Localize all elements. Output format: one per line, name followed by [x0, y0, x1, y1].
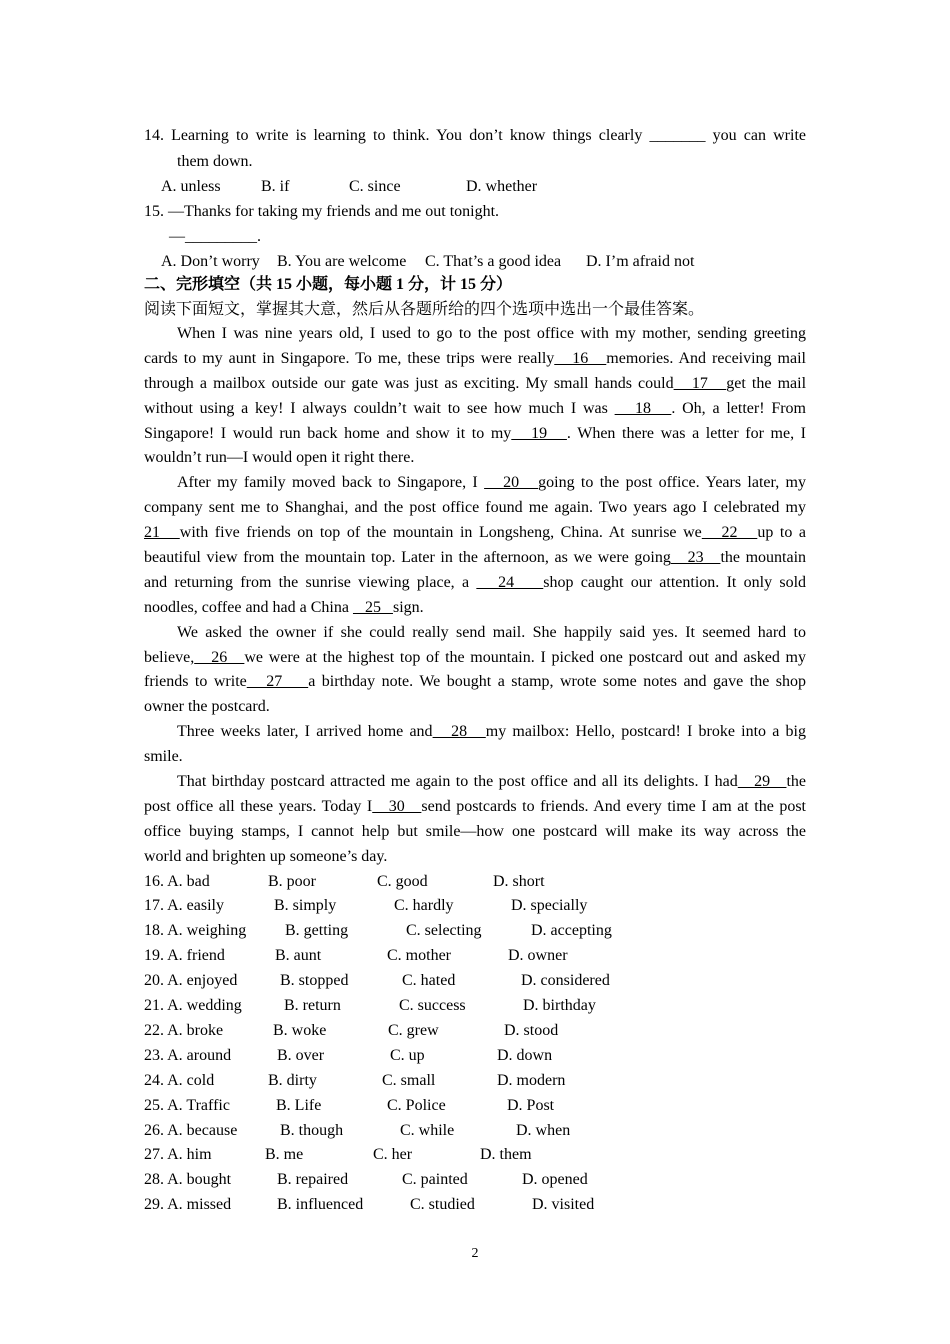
passage-text: believe, [144, 648, 195, 666]
answer-option[interactable]: 28. A. bought [144, 1171, 232, 1189]
answer-option[interactable]: D. accepting [531, 922, 612, 940]
answer-option[interactable]: 20. A. enjoyed [144, 972, 238, 990]
passage-line [144, 820, 806, 845]
section2-instruction: 阅读下面短文，掌握其大意，然后从各题所给的四个选项中选出一个最佳答案。 [144, 301, 705, 318]
passage-line [144, 621, 806, 646]
answer-row [144, 1094, 806, 1119]
cloze-blank[interactable]: 29 [737, 773, 787, 791]
answer-option[interactable]: B. Life [276, 1096, 322, 1114]
passage-text: . Oh, a letter! From [671, 399, 806, 417]
passage-text: sign. [392, 598, 424, 616]
q15-option-d[interactable]: D. I’m afraid not [586, 253, 695, 270]
cloze-blank[interactable]: 18 [614, 399, 672, 417]
answer-option[interactable]: B. over [277, 1046, 325, 1064]
passage-text: . When there was a letter for me, I [566, 424, 806, 442]
answer-row [144, 1019, 806, 1044]
answer-option[interactable]: B. stopped [280, 972, 349, 990]
answer-option[interactable]: C. up [390, 1046, 425, 1064]
cloze-blank[interactable]: 25 [352, 598, 393, 616]
q15-option-b[interactable]: B. You are welcome [277, 253, 407, 270]
answer-row [144, 994, 806, 1019]
answer-option[interactable]: D. birthday [523, 997, 596, 1015]
passage-text: send postcards to friends. And every time I am at the post [421, 797, 806, 815]
passage-text: through a mailbox outside our gate was just as exciting. My small hands could [144, 374, 674, 392]
passage-text: beautiful view from the mountain top. Later in the afternoon, as we were going [144, 549, 671, 567]
passage-text: cards to my aunt in Singapore. To me, these trips were really [144, 349, 555, 367]
cloze-passage [144, 322, 806, 870]
answer-row [144, 1168, 806, 1193]
section2-heading: 二、完形填空（共 15 小题，每小题 1 分，计 15 分） [144, 276, 513, 293]
answer-option[interactable]: 29. A. missed [144, 1196, 232, 1214]
answer-option[interactable]: D. when [516, 1121, 571, 1139]
q15-option-c[interactable]: C. That’s a good idea [425, 253, 562, 270]
answer-row [144, 944, 806, 969]
answer-option[interactable]: D. opened [522, 1171, 588, 1189]
answer-option[interactable]: B. though [280, 1121, 344, 1139]
answer-option[interactable]: 27. A. him [144, 1146, 212, 1164]
answer-option[interactable]: C. Police [387, 1096, 446, 1114]
answer-option[interactable]: B. simply [274, 897, 337, 915]
answer-option[interactable]: D. specially [511, 897, 588, 915]
answer-option[interactable]: B. poor [268, 872, 316, 890]
answer-option[interactable]: B. return [284, 997, 341, 1015]
answer-option[interactable]: 22. A. broke [144, 1021, 224, 1039]
cloze-blank[interactable]: 23 [670, 549, 721, 567]
cloze-blank[interactable]: 30 [372, 797, 422, 815]
passage-text: wouldn’t run—I would open it right there. [144, 449, 415, 467]
passage-text: smile. [144, 748, 183, 766]
cloze-blank[interactable]: 26 [194, 648, 245, 666]
answer-row [144, 919, 806, 944]
cloze-blank[interactable]: 21 [144, 524, 180, 542]
passage-text: my mailbox: Hello, postcard! I broke into a big [485, 723, 806, 741]
answer-option[interactable]: 17. A. easily [144, 897, 224, 915]
passage-text: shop caught our attention. It only sold [543, 573, 807, 591]
cloze-blank[interactable]: 17 [673, 374, 727, 392]
passage-line [144, 521, 806, 546]
answer-row [144, 1143, 806, 1168]
passage-line [144, 596, 806, 621]
passage-text: and returning from the sunrise viewing place, a [144, 573, 477, 591]
passage-line [144, 745, 806, 770]
cloze-blank[interactable]: 28 [432, 723, 486, 741]
answer-option[interactable]: C. selecting [406, 922, 482, 940]
answer-row [144, 870, 806, 895]
q15-stem: 15. —Thanks for taking my friends and me out tonight. [144, 203, 500, 220]
passage-line [144, 496, 806, 521]
answer-row [144, 1193, 806, 1218]
passage-text: we were at the highest top of the mountain. I picked one postcard out and asked my [244, 648, 807, 666]
answer-option[interactable]: D. considered [521, 972, 610, 990]
passage-text: going to the post office. Years later, my [538, 474, 806, 492]
passage-text: Singapore! I would run back home and show it to my [144, 424, 512, 442]
q14-option-b[interactable]: B. if [261, 178, 290, 195]
passage-line [144, 845, 806, 870]
passage-text: office buying stamps, I cannot help but smile—how one postcard will make its way across the [144, 822, 806, 840]
answer-option[interactable]: B. me [265, 1146, 304, 1164]
q14-option-a[interactable]: A. unless [161, 178, 221, 195]
passage-line [144, 372, 806, 397]
passage-text: post office all these years. Today I [144, 797, 373, 815]
q14-stem-line2: them down. [177, 153, 253, 170]
q15-reply: —_________. [169, 228, 261, 245]
passage-text: with five friends on top of the mountain in Longsheng, China. At sunrise we [179, 524, 702, 542]
passage-text: noodles, coffee and had a China [144, 598, 353, 616]
answer-option[interactable]: C. success [399, 997, 466, 1015]
answer-options [144, 870, 806, 1218]
answer-option[interactable]: 25. A. Traffic [144, 1096, 230, 1114]
answer-row [144, 894, 806, 919]
answer-option[interactable]: D. Post [507, 1096, 555, 1114]
answer-row [144, 1044, 806, 1069]
answer-option[interactable]: C. studied [410, 1196, 475, 1214]
passage-text: the [786, 773, 807, 791]
passage-text: up to a [757, 524, 807, 542]
answer-option[interactable]: C. hated [402, 972, 456, 990]
answer-option[interactable]: C. grew [388, 1021, 439, 1039]
passage-line [144, 397, 806, 422]
answer-option[interactable]: B. getting [285, 922, 349, 940]
page-number: 2 [471, 1246, 479, 1261]
answer-option[interactable]: C. while [400, 1121, 455, 1139]
passage-line [144, 546, 806, 571]
answer-option[interactable]: 18. A. weighing [144, 922, 247, 940]
answer-option[interactable]: C. good [377, 872, 428, 890]
q14-stem-line1: 14. Learning to write is learning to think. You don’t know things clearly _______ you can write [144, 127, 806, 144]
answer-option[interactable]: 21. A. wedding [144, 997, 242, 1015]
passage-line [144, 571, 806, 596]
answer-option[interactable]: D. them [480, 1146, 532, 1164]
q14-option-d[interactable]: D. whether [466, 178, 538, 195]
answer-option[interactable]: D. stood [504, 1021, 559, 1039]
answer-option[interactable]: D. down [497, 1046, 553, 1064]
passage-line [144, 471, 806, 496]
q14-option-c[interactable]: C. since [349, 178, 401, 195]
passage-text: We asked the owner if she could really send mail. She happily said yes. It seemed hard to [177, 623, 806, 641]
passage-line [144, 795, 806, 820]
answer-option[interactable]: C. small [382, 1071, 436, 1089]
worksheet-page [144, 124, 806, 1218]
passage-text: a birthday note. We bought a stamp, wrote some notes and gave the shop [308, 673, 807, 691]
answer-option[interactable]: C. painted [402, 1171, 468, 1189]
passage-line [144, 695, 806, 720]
passage-text: When I was nine years old, I used to go to the post office with my mother, sending greeting [177, 325, 806, 342]
cloze-blank[interactable]: 20 [484, 474, 539, 492]
answer-option[interactable]: D. modern [497, 1071, 566, 1089]
passage-text: company sent me to Shanghai, and the post office found me again. Two years ago I celebrated my [144, 499, 806, 517]
answer-option[interactable]: B. influenced [277, 1196, 364, 1214]
answer-option[interactable]: C. hardly [394, 897, 454, 915]
cloze-blank[interactable]: 16 [554, 349, 607, 367]
passage-text: world and brighten up someone’s day. [144, 847, 388, 865]
passage-line [144, 422, 806, 447]
q15-options [144, 249, 806, 274]
passage-line [144, 720, 806, 745]
passage-text: the mountain [720, 549, 807, 567]
answer-option[interactable]: 23. A. around [144, 1046, 232, 1064]
passage-text: After my family moved back to Singapore, I [177, 474, 485, 492]
answer-option[interactable]: B. dirty [268, 1071, 317, 1089]
passage-text: owner the postcard. [144, 698, 270, 716]
answer-row [144, 1069, 806, 1094]
q15-option-a[interactable]: A. Don’t worry [161, 253, 260, 270]
answer-option[interactable]: C. mother [387, 947, 451, 965]
answer-option[interactable]: 24. A. cold [144, 1071, 215, 1089]
passage-text: get the mail [726, 374, 807, 392]
answer-option[interactable]: 19. A. friend [144, 947, 225, 965]
answer-option[interactable]: D. short [493, 872, 545, 890]
passage-text: Three weeks later, I arrived home and [177, 723, 433, 741]
answer-option[interactable]: B. aunt [275, 947, 322, 965]
cloze-blank[interactable]: 27 [246, 673, 309, 691]
passage-text: memories. And receiving mail [606, 349, 806, 367]
passage-line [144, 646, 806, 671]
passage-line [144, 770, 806, 795]
passage-line [144, 446, 806, 471]
passage-text: without using a key! I always couldn’t wait to see how much I was [144, 399, 615, 417]
answer-row [144, 1119, 806, 1144]
passage-line [144, 322, 806, 347]
cloze-blank[interactable]: 22 [701, 524, 758, 542]
answer-row [144, 969, 806, 994]
cloze-blank[interactable]: 19 [511, 424, 567, 442]
answer-option[interactable]: B. repaired [277, 1171, 349, 1189]
passage-text: friends to write [144, 673, 247, 691]
answer-option[interactable]: D. owner [508, 947, 568, 965]
answer-option[interactable]: 26. A. because [144, 1121, 238, 1139]
answer-option[interactable]: 16. A. bad [144, 872, 210, 890]
answer-option[interactable]: C. her [373, 1146, 413, 1164]
answer-option[interactable]: B. woke [273, 1021, 327, 1039]
answer-option[interactable]: D. visited [532, 1196, 595, 1214]
passage-text: That birthday postcard attracted me again to the post office and all its delights. I had [177, 773, 738, 791]
q14-options [144, 174, 806, 199]
passage-line [144, 670, 806, 695]
passage-line [144, 347, 806, 372]
cloze-blank[interactable]: 24 [476, 573, 544, 591]
